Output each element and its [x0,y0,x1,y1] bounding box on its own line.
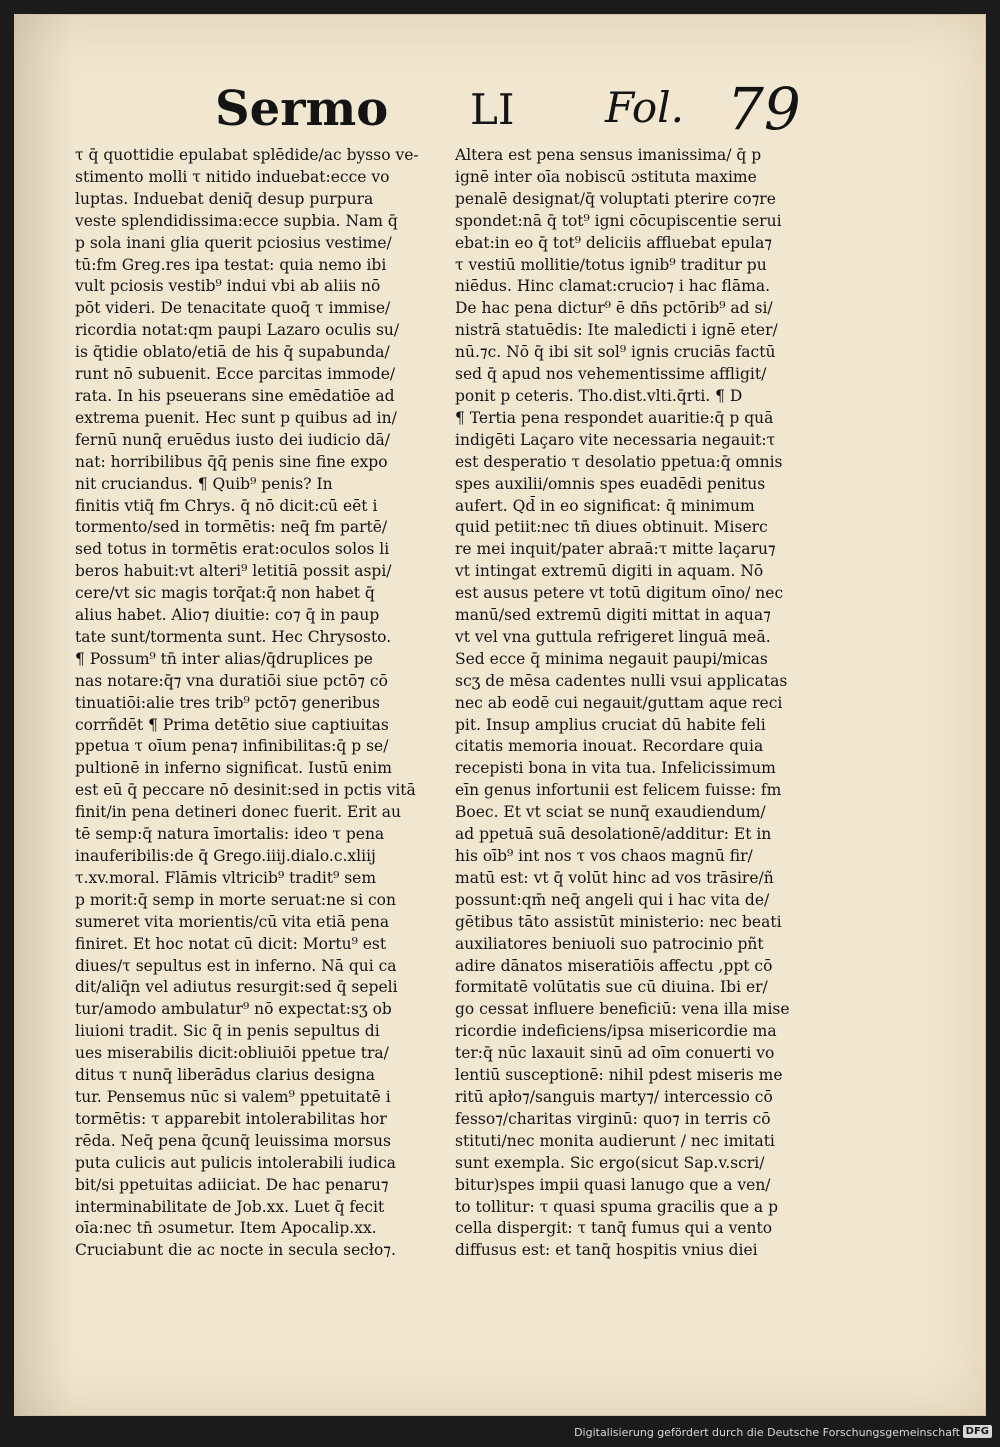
text-line: tormento/sed in tormētis: neq̄ fm partē/ [75,518,388,537]
text-line: indigēti Laçaro vite necessaria negauit:τ [455,430,776,449]
gutter-shadow [15,15,75,1415]
text-line: tur/amodo ambulatur⁹ nō expectat:sʒ ob [75,1000,392,1019]
text-line: ignē inter oīa nobiscū ɔstituta maxime [455,167,757,186]
text-line: bit/si ppetuitas adiiciat. De hac penaru⁊ [75,1175,389,1194]
text-line: runt nō subuenit. Ecce parcitas immode/ [75,365,396,384]
text-line: ter:q̄ nūc laxauit sinū ad oīm conuerti vo [455,1044,775,1063]
text-line: ues miserabilis dicit:obliuiōi ppetue tra/ [75,1044,389,1063]
text-line: sumeret vita morientis/cū vita etiā pena [75,912,390,931]
text-line: Boec. Et vt sciat se nunq̄ exaudiendum/ [455,803,766,822]
text-line: possunt:qm̄ neq̄ angeli qui i hac vita de/ [455,890,770,909]
footer-bar [0,1420,1000,1447]
text-line: lentiū susceptionē: nihil pdest miseris me [455,1066,783,1085]
text-line: quid petiit:nec tn̄ diues obtinuit. Miserc [455,518,768,537]
text-line: p morit:q̄ semp in morte seruat:ne si con [75,890,396,909]
text-line: re mei inquit/pater abraā:τ mitte laçaru⁊ [455,540,776,559]
text-line: τ.xv.moral. Flāmis vltricib⁹ tradit⁹ sem [75,868,377,887]
text-line: adire dānatos miseratiōis affectu ,ppt cō [455,956,773,975]
text-line: vult pciosis vestib⁹ indui vbi ab aliis nō [75,277,381,296]
text-line: est eū q̄ peccare nō desinit:sed in pctis vitā [75,781,416,800]
text-line: alius habet. Alio⁊ diuitie: co⁊ q̄ in paup [75,606,380,625]
text-line: ricordia notat:qm paupi Lazaro oculis su/ [75,321,400,340]
text-line: τ vestiū mollitie/totus ignib⁹ traditur pu [455,255,767,274]
text-line: pōt videri. De tenacitate quoq̄ τ immise/ [75,299,391,318]
text-line: citatis memoria inouat. Recordare quia [455,737,764,756]
text-line: rēda. Neq̄ pena q̄cunq̄ leuissima morsus [75,1131,391,1150]
text-line: formitatē volūtatis sue cū diuina. Ibi er/ [455,978,768,997]
text-line: niēdus. Hinc clamat:crucio⁊ i hac flāma. [455,277,770,296]
text-line: diues/τ sepultus est in inferno. Nā qui ca [75,956,397,975]
text-line: finitis vtiq̄ fm Chrys. q̄ nō dicit:cū eēt i [75,496,378,515]
text-line: stimento molli τ nitido induebat:ecce vo [75,167,390,186]
text-line: ad ppetuā suā desolationē/additur: Et in [455,825,772,844]
text-line: ponit p ceteris. Tho.dist.vlti.q̄rti. ¶ D [455,386,743,405]
text-line: sed totus in tormētis erat:oculos solos li [75,540,390,559]
text-line: extrema puenit. Hec sunt p quibus ad in/ [75,408,397,427]
text-line: auxiliatores beniuoli suo patrocinio pñt [455,934,764,953]
text-line: pultionē in inferno significat. Iustū enim [75,759,392,778]
text-line: finiret. Et hoc notat cū dicit: Mortu⁹ est [75,934,387,953]
text-line: sed q̄ apud nos vehementissime affligit/ [455,365,767,384]
text-line: tū:fm Greg.res ipa testat: quia nemo ibi [75,255,387,274]
text-line: luptas. Induebat deniq̄ desup purpura [75,189,374,208]
text-line: est ausus petere vt totū digitum oīno/ nec [455,584,784,603]
book-page [14,14,986,1416]
text-column-left [75,145,420,1262]
text-line: to tollitur: τ quasi spuma gracilis que a p [455,1197,779,1216]
text-line: p sola inani glia querit pciosius vestime/ [75,233,392,252]
text-line: finit/in pena detineri donec fuerit. Erit au [75,803,401,822]
text-line: Altera est pena sensus imanissima/ q̄ p [455,146,762,164]
text-line: tate sunt/tormenta sunt. Hec Chrysosto. [75,627,392,646]
dfg-logo: DFG [963,1425,992,1438]
text-line: go cessat influere beneficiū: vena illa mise [455,1000,790,1019]
text-line: Cruciabunt die ac nocte in secula secło⁊. [75,1241,396,1260]
header-folio-label: Fol. [605,83,684,132]
text-line: matū est: vt q̄ volūt hinc ad vos trāsire/ñ [455,868,774,887]
text-line: spondet:nā q̄ tot⁹ igni cōcupiscentie serui [455,211,782,230]
text-line: ditus τ nunq̄ liberādus clarius designa [75,1066,375,1085]
text-line: tē semp:q̄ natura īmortalis: ideo τ pena [75,825,385,844]
text-line: dit/aliq̄n vel adiutus resurgit:sed q̄ sepeli [75,978,398,997]
text-line: nat: horribilibus q̄q̄ penis sine fine expo [75,452,388,471]
text-line: ¶ Possum⁹ tn̄ inter alias/q̄druplices pe [75,649,373,668]
text-line: vt vel vna guttula refrigeret linguā meā. [455,627,771,646]
text-line: Sed ecce q̄ minima negauit paupi/micas [455,649,768,668]
text-line: vt intingat extremū digiti in aquam. Nō [455,562,764,581]
text-line: oīa:nec tn̄ ɔsumetur. Item Apocalip.xx. [75,1219,377,1238]
text-line: gētibus tāto assistūt ministerio: nec beati [455,912,782,931]
text-line: ebat:in eo q̄ tot⁹ deliciis affluebat epula⁊ [455,233,773,252]
text-line: liuioni tradit. Sic q̄ in penis sepultus di [75,1022,380,1041]
text-line: nas notare:q̄⁊ vna duratiōi siue pctō⁊ cō [75,671,388,690]
text-line: nū.⁊c. Nō q̄ ibi sit sol⁹ ignis cruciās factū [455,343,776,362]
text-line: puta culicis aut pulicis intolerabili iudica [75,1153,396,1172]
text-line: nit cruciandus. ¶ Quib⁹ penis? In [75,474,333,493]
text-line: pit. Insup amplius cruciat dū habite feli [455,715,766,734]
header-sermon-number: LI [470,85,515,134]
text-line: ¶ Tertia pena respondet auaritie:q̄ p quā [455,408,774,427]
text-line: manū/sed extremū digiti mittat in aqua⁊ [455,606,771,625]
text-line: veste splendidissima:ecce supbia. Nam q̄ [75,211,398,230]
text-line: fesso⁊/charitas virginū: quo⁊ in terris cō [455,1109,771,1128]
text-line: diffusus est: et tanq̄ hospitis vnius diei [455,1241,758,1260]
text-line: is q̄tidie oblato/etiā de his q̄ supabunda/ [75,343,390,362]
text-line: ricordie indeficiens/ipsa misericordie ma [455,1022,777,1041]
text-line: bitur)spes impii quasi lanugo que a ven/ [455,1175,771,1194]
text-line: recepisti bona in vita tua. Infelicissimum [455,759,776,778]
text-line: beros habuit:vt alteri⁹ letitiā possit aspi/ [75,562,392,581]
text-line: nistrā statuēdis: Ite maledicti i ignē eter/ [455,321,778,340]
text-line: stituti/nec monita audierunt / nec imitati [455,1131,775,1150]
running-header [75,75,945,151]
text-line: spes auxilii/omnis spes euadēdi penitus [455,474,766,493]
text-line: his oīb⁹ int nos τ vos chaos magnū fir/ [455,847,753,865]
text-line: scʒ de mēsa cadentes nulli vsui applicatas [455,671,788,690]
text-line: tinuatiōi:alie tres trib⁹ pctō⁊ generibus [75,693,380,712]
text-line: interminabilitate de Job.xx. Luet q̄ fecit [75,1197,385,1216]
header-sermo: Sermo [215,81,389,137]
text-line: aufert. Qd̄ in eo significat: q̄ minimum [455,496,755,515]
funding-notice: Digitalisierung gefördert durch die Deutsche Forschungsgemeinschaft [574,1426,960,1439]
text-line: cella dispergit: τ tanq̄ fumus qui a vento [455,1219,773,1238]
folio-number: 79 [727,75,801,143]
text-line: cere/vt sic magis torq̄at:q̄ non habet q̄ [75,584,375,603]
text-line: tur. Pensemus nūc si valem⁹ ppetuitatē i [75,1087,391,1106]
text-line: penalē designat/q̄ voluptati pterire co⁊re [455,189,776,208]
text-line: eīn genus infortunii est felicem fuisse: fm [455,781,782,800]
text-line: corrñdēt ¶ Prima detētio siue captiuitas [75,715,389,734]
text-line: De hac pena dictur⁹ ē dn̄s pctōrib⁹ ad si/ [455,299,773,318]
text-line: ppetua τ oīum pena⁊ infinibilitas:q̄ p se/ [75,737,389,756]
text-line: est desperatio τ desolatio ppetua:q̄ omnis [455,452,783,471]
text-line: fernū nunq̄ eruēdus iusto dei iudicio dā/ [75,430,390,449]
text-line: rata. In his pseuerans sine emēdatiōe ad [75,386,395,405]
text-line: inauferibilis:de q̄ Grego.iiij.dialo.c.xliij [75,847,376,865]
text-line: sunt exempla. Sic ergo(sicut Sap.v.scri/ [455,1153,765,1172]
text-column-right [455,145,800,1262]
text-line: ritū apło⁊/sanguis marty⁊/ intercessio cō [455,1087,773,1106]
text-line: nec ab eodē cui negauit/guttam aque reci [455,693,783,712]
text-line: tormētis: τ apparebit intolerabilitas hor [75,1109,387,1128]
text-line: τ q̄ quottidie epulabat splēdide/ac bysso ve- [75,146,419,164]
